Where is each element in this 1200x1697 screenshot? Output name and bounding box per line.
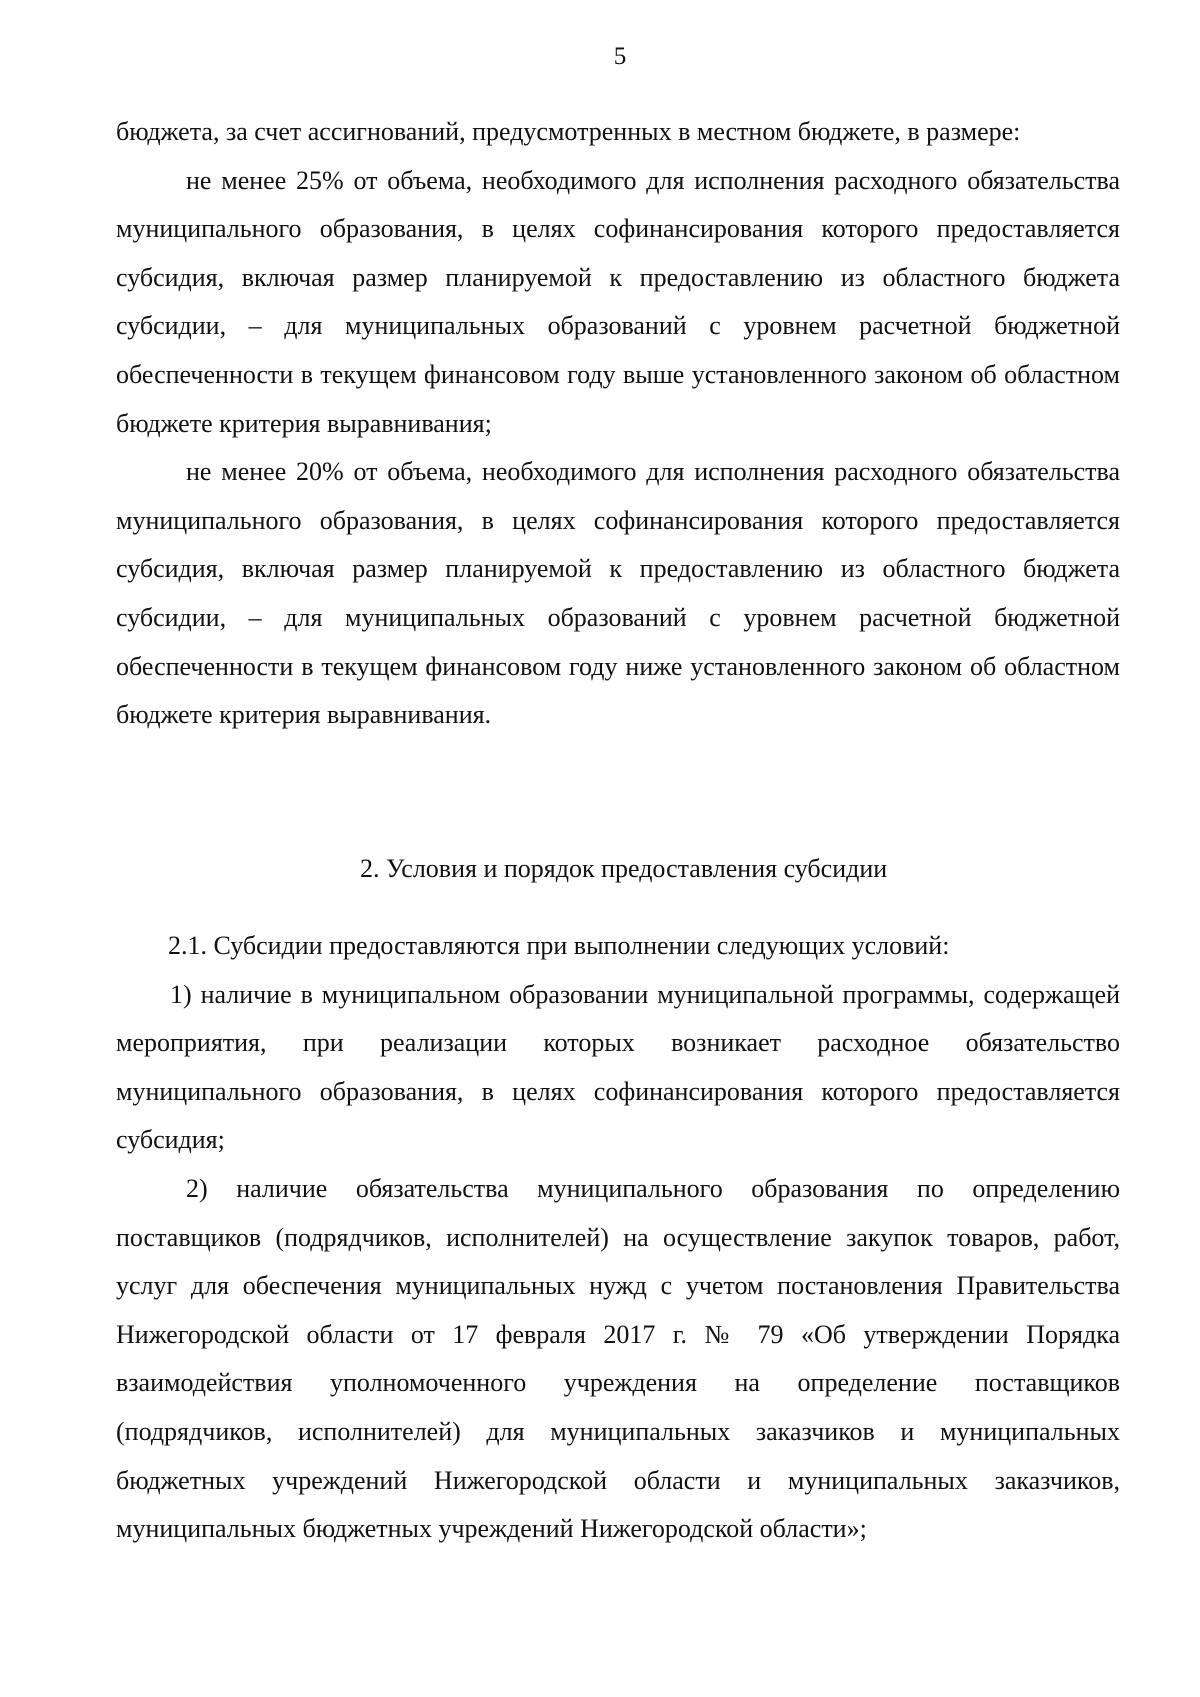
- paragraph-20-percent: не менее 20% от объема, необходимого для исполнения расходного обязательства муниципального образования, в целях софинансирования которого предоставляется субсидия, включая размер планируемой к предоставлению из областного бюджета субсидии, – для муниципальных образований с уровнем расчетной бюджетной обеспеченности в текущем финансовом году ниже установленного законом об областном бюджете критерия выравнивания.: [116, 457, 1120, 730]
- paragraph-condition-1: 1) наличие в муниципальном образовании муниципальной программы, содержащей мероприятия, при реализации которых возникает расходное обязательство муниципального образования, в целях софинансирования которого предоставляется субсидия;: [116, 979, 1120, 1155]
- document-body-top: [116, 108, 1120, 740]
- paragraph-25-percent: не менее 25% от объема, необходимого для исполнения расходного обязательства муниципального образования, в целях софинансирования которого предоставляется субсидия, включая размер планируемой к предоставлению из областного бюджета субсидии, – для муниципальных образований с уровнем расчетной бюджетной обеспеченности в текущем финансовом году выше установленного законом об областном бюджете критерия выравнивания;: [116, 165, 1120, 438]
- paragraph-condition-2: 2) наличие обязательства муниципального образования по определению поставщиков (подрядчиков, исполнителей) на осуществление закупок товаров, работ, услуг для обеспечения муниципальных нужд с учетом постановления Правительства Нижегородской области от 17 февраля 2017 г. № 79 «Об утверждении Порядка взаимодействия уполномоченного учреждения на определение поставщиков (подрядчиков, исполнителей) для муниципальных заказчиков и муниципальных бюджетных учреждений Нижегородской области и муниципальных заказчиков, муниципальных бюджетных учреждений Нижегородской области»;: [116, 1173, 1120, 1544]
- paragraph-2-1: 2.1. Субсидии предоставляются при выполнении следующих условий:: [168, 931, 950, 960]
- section-heading: 2. Условия и порядок предоставления субсидии: [360, 854, 888, 883]
- page-number: 5: [613, 43, 627, 70]
- paragraph-continuation: бюджета, за счет ассигнований, предусмотренных в местном бюджете, в размере:: [116, 117, 1021, 146]
- document-body-section2: [116, 922, 1120, 1554]
